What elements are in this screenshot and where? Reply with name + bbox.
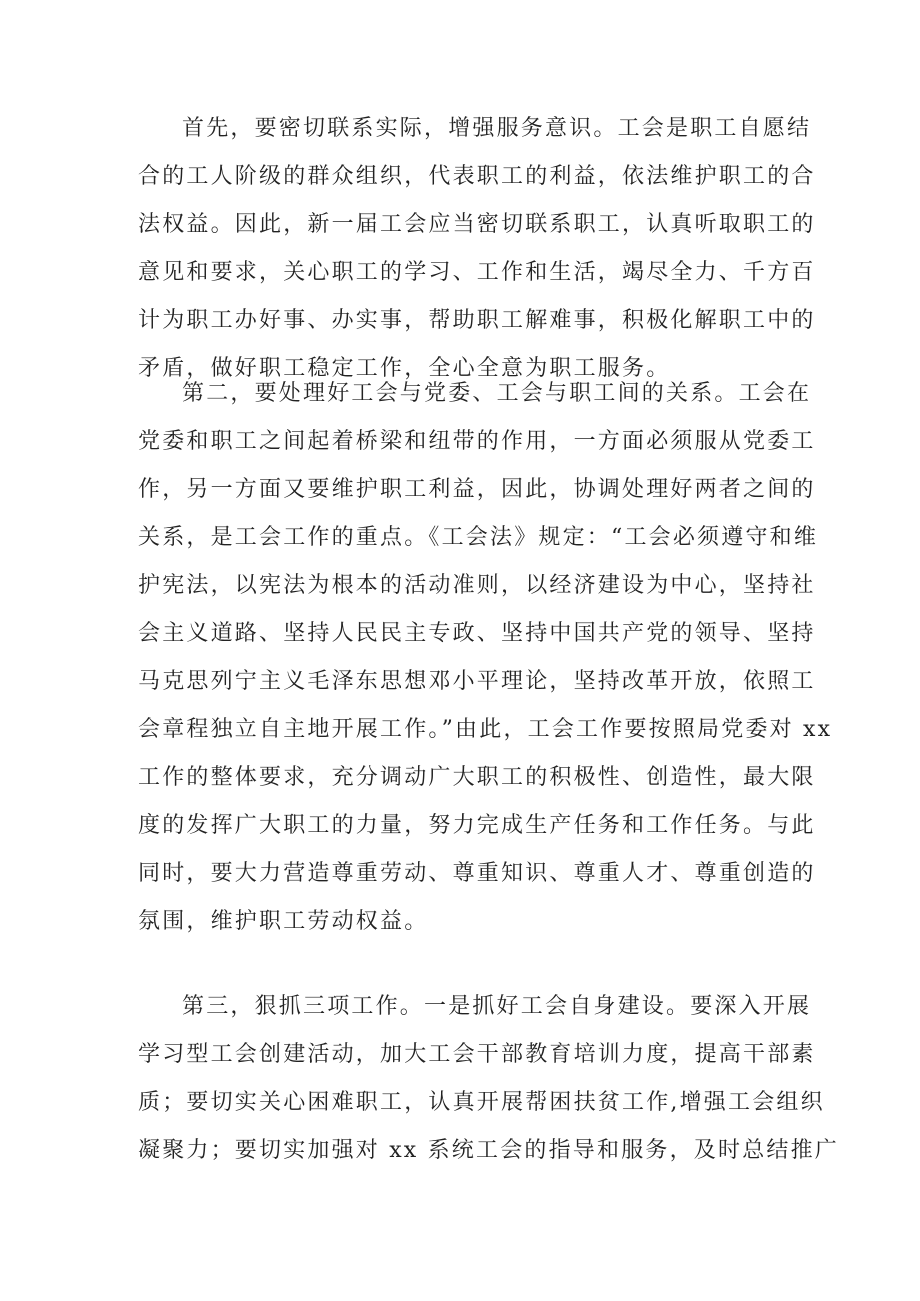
paragraph-line: 第三，狠抓三项工作。一是抓好工会自身建设。要深入开展 [182,994,812,1019]
paragraph-line: 学习型工会创建活动，加大工会干部教育培训力度，提高干部素 [138,1042,816,1067]
paragraph-line: 氛围，维护职工劳动权益。 [138,909,429,934]
paragraph-line: 护宪法，以宪法为根本的活动准则，以经济建设为中心，坚持社 [138,573,816,598]
paragraph-line: 会章程独立自主地开展工作。”由此，工会工作要按照局党委对 xx [138,717,833,742]
paragraph-line: 第二，要处理好工会与党委、工会与职工间的关系。工会在 [182,381,812,406]
paragraph-line: 质；要切实关心困难职工，认真开展帮困扶贫工作,增强工会组织 [138,1090,825,1115]
paragraph-2 [138,370,833,946]
paragraph-line: 矛盾，做好职工稳定工作，全心全意为职工服务。 [138,356,671,381]
paragraph-line: 法权益。因此，新一届工会应当密切联系职工，认真听取职工的 [138,212,816,237]
paragraph-line: 度的发挥广大职工的力量，努力完成生产任务和工作任务。与此 [138,813,816,838]
paragraph-line: 凝聚力；要切实加强对 xx 系统工会的指导和服务，及时总结推广 [138,1138,840,1163]
paragraph-line: 同时，要大力营造尊重劳动、尊重知识、尊重人才、尊重创造的 [138,861,816,886]
paragraph-line: 关系，是工会工作的重点。《工会法》规定：“工会必须遵守和维 [138,525,819,550]
paragraph-line: 马克思列宁主义毛泽东思想邓小平理论，坚持改革开放，依照工 [138,669,816,694]
paragraph-1 [138,105,816,393]
paragraph-3 [138,983,840,1175]
paragraph-line: 工作的整体要求，充分调动广大职工的积极性、创造性，最大限 [138,765,816,790]
paragraph-line: 党委和职工之间起着桥梁和纽带的作用，一方面必须服从党委工 [138,429,816,454]
paragraph-line: 会主义道路、坚持人民民主专政、坚持中国共产党的领导、坚持 [138,621,816,646]
paragraph-line: 首先，要密切联系实际，增强服务意识。工会是职工自愿结 [182,116,812,141]
paragraph-line: 计为职工办好事、办实事，帮助职工解难事，积极化解职工中的 [138,308,816,333]
paragraph-line: 作，另一方面又要维护职工利益，因此，协调处理好两者之间的 [138,477,816,502]
paragraph-line: 合的工人阶级的群众组织，代表职工的利益，依法维护职工的合 [138,164,816,189]
paragraph-line: 意见和要求，关心职工的学习、工作和生活，竭尽全力、千方百 [138,260,816,285]
